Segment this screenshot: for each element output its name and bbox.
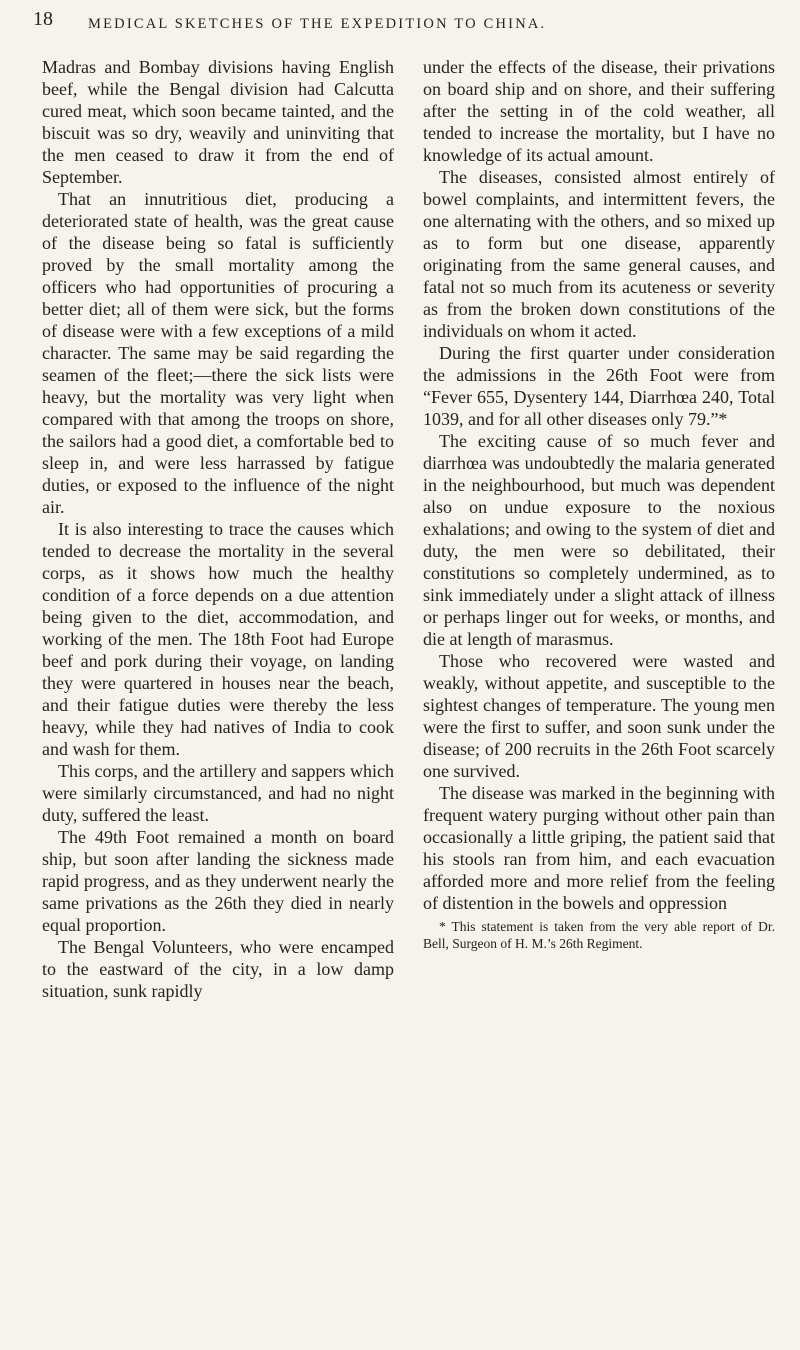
paragraph: That an innutritious diet, producing a deteriorated state of health, was the great cause of the disease being so fatal is sufficiently proved by the small mortality among the officers who had opportunities of procuring a better diet; all of them were sick, but the forms of disease were with a few exceptions of a mild character. The same may be said regarding the seamen of the fleet;—there the sick lists were heavy, but the mortality was very light when compared with that among the troops on shore, the sailors had a good diet, a comfortable bed to sleep in, and were less harrassed by fatigue duties, or exposed to the influence of the night air. xyxy=(42,189,394,517)
paragraph: It is also interesting to trace the causes which tended to decrease the mortality in the several corps, as it shows how much the healthy condition of a force depends on a due attention being given to the diet, accommodation, and working of the men. The 18th Foot had Europe beef and pork during their voyage, on landing they were quartered in houses near the beach, and their fatigue duties were thereby the less heavy, while they had natives of India to cook and wash for them. xyxy=(42,519,394,759)
page-number: 18 xyxy=(33,8,53,30)
paragraph: The Bengal Volunteers, who were encamped to the eastward of the city, in a low damp situation, sunk rapidly xyxy=(42,937,394,1001)
paragraph: During the first quarter under consideration the admissions in the 26th Foot were from “Fever 655, Dysentery 144, Diarrhœa 240, Total 1039, and for all other diseases only 79.”* xyxy=(423,343,775,429)
left-column xyxy=(42,56,394,1002)
paragraph: The diseases, consisted almost entirely of bowel complaints, and intermittent fevers, the one alternating with the others, and so mixed up as to form but one disease, apparently originating from the same general causes, and fatal not so much from its acuteness or severity as from the broken down constitutions of the individuals on whom it acted. xyxy=(423,167,775,341)
paragraph: The 49th Foot remained a month on board ship, but soon after landing the sickness made rapid progress, and as they underwent nearly the same privations as the 26th they died in nearly equal proportion. xyxy=(42,827,394,935)
paragraph: Madras and Bombay divisions having English beef, while the Bengal division had Calcutta cured meat, which soon became tainted, and the biscuit was so dry, weavily and uninviting that the men ceased to draw it from the end of September. xyxy=(42,57,394,187)
paragraph: The exciting cause of so much fever and diarrhœa was undoubtedly the malaria generated in the neighbourhood, but much was dependent also on undue exposure to the noxious exhalations; and owing to the system of diet and duty, the men were so debilitated, their constitutions so completely undermined, as to sink immediately under a slight attack of illness or perhaps linger out for weeks, or months, and die at length of marasmus. xyxy=(423,431,775,649)
right-column xyxy=(423,56,775,952)
paragraph: This corps, and the artillery and sappers which were similarly circumstanced, and had no night duty, suffered the least. xyxy=(42,761,394,825)
footnote: * This statement is taken from the very able report of Dr. Bell, Surgeon of H. M.’s 26th Regiment. xyxy=(423,919,775,951)
paragraph: The disease was marked in the beginning with frequent watery purging without other pain than occasionally a little griping, the patient said that his stools ran from him, and each evacuation afforded more and more relief from the feeling of distention in the bowels and oppression xyxy=(423,783,775,913)
paragraph: under the effects of the disease, their privations on board ship and on shore, and their suffering after the setting in of the cold weather, all tended to increase the mortality, but I have no knowledge of its actual amount. xyxy=(423,57,775,165)
paragraph: Those who recovered were wasted and weakly, without appetite, and susceptible to the sightest changes of temperature. The young men were the first to suffer, and soon sunk under the disease; of 200 recruits in the 26th Foot scarcely one survived. xyxy=(423,651,775,781)
running-head: MEDICAL SKETCHES OF THE EXPEDITION TO CHINA. xyxy=(88,16,547,32)
